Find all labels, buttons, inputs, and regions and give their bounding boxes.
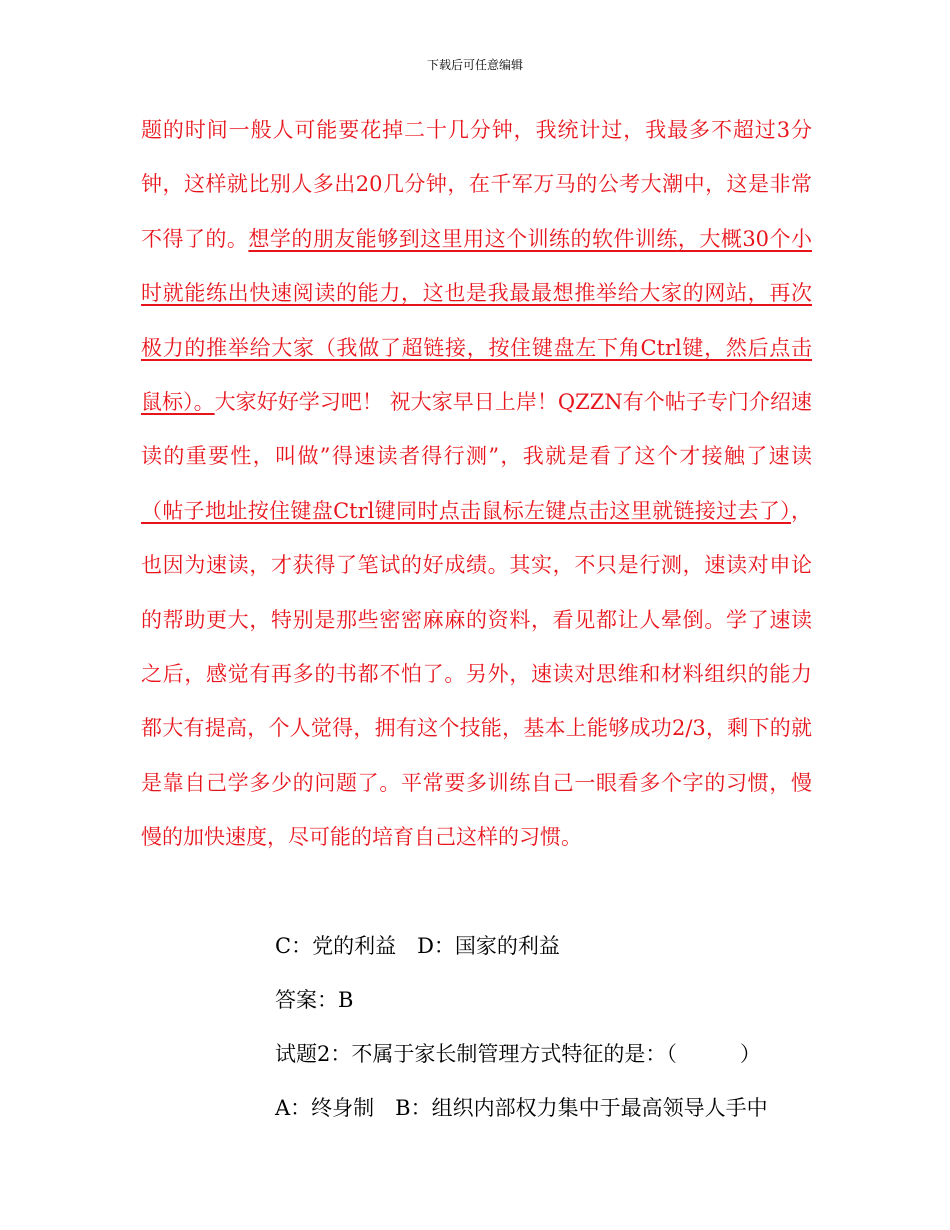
training-software-link[interactable]: 想学的朋友能够到这里用这个训练的软件训练，大概30个小时就能练出快速阅读的能力，这也是我最最想推举给大家的网站，再次极力的推举给大家（我做了超链接，按住键盘左下角Ctrl键，然后点击鼠标）。 bbox=[141, 226, 812, 415]
paragraph-text-1: 题的时间一般人可能要花掉二十几分钟，我统计过，我最多不超过3分钟，这样就比别人多出20几分钟，在千军万马的公考大潮中，这是非常不得了的。 bbox=[141, 118, 812, 251]
options-a-b: A：终身制 B：组织内部权力集中于最高领导人手中 bbox=[275, 1096, 768, 1120]
forum-post-link[interactable]: （帖子地址按住键盘Ctrl键同时点击鼠标左键点击这里就链接过去了） bbox=[141, 498, 791, 523]
answer-line: 答案：B bbox=[275, 988, 354, 1012]
options-c-d: C：党的利益 D：国家的利益 bbox=[275, 934, 560, 958]
question-2: 试题2：不属于家长制管理方式特征的是：（ ） bbox=[275, 1042, 761, 1066]
paragraph-text-2: 大家好好学习吧！ 祝大家早日上岸！QZZN有个帖子专门介绍速读的重要性，叫做”得速读者得行测”，我就是看了这个才接触了速读 bbox=[141, 390, 812, 469]
page-header: 下载后可任意编辑 bbox=[426, 58, 523, 72]
promo-paragraph bbox=[141, 103, 812, 865]
paragraph-text-3: ，也因为速读，才获得了笔试的好成绩。其实，不只是行测，速读对申论的帮助更大，特别是那些密密麻麻的资料，看见都让人晕倒。学了速读之后，感觉有再多的书都不怕了。另外，速读对思维和材料组织的能力都大有提高，个人觉得，拥有这个技能，基本上能够成功2/3，剩下的就是靠自己学多少的问题了。平常要多训练自己一眼看多个字的习惯，慢慢的加快速度，尽可能的培育自己这样的习惯。 bbox=[141, 498, 812, 850]
